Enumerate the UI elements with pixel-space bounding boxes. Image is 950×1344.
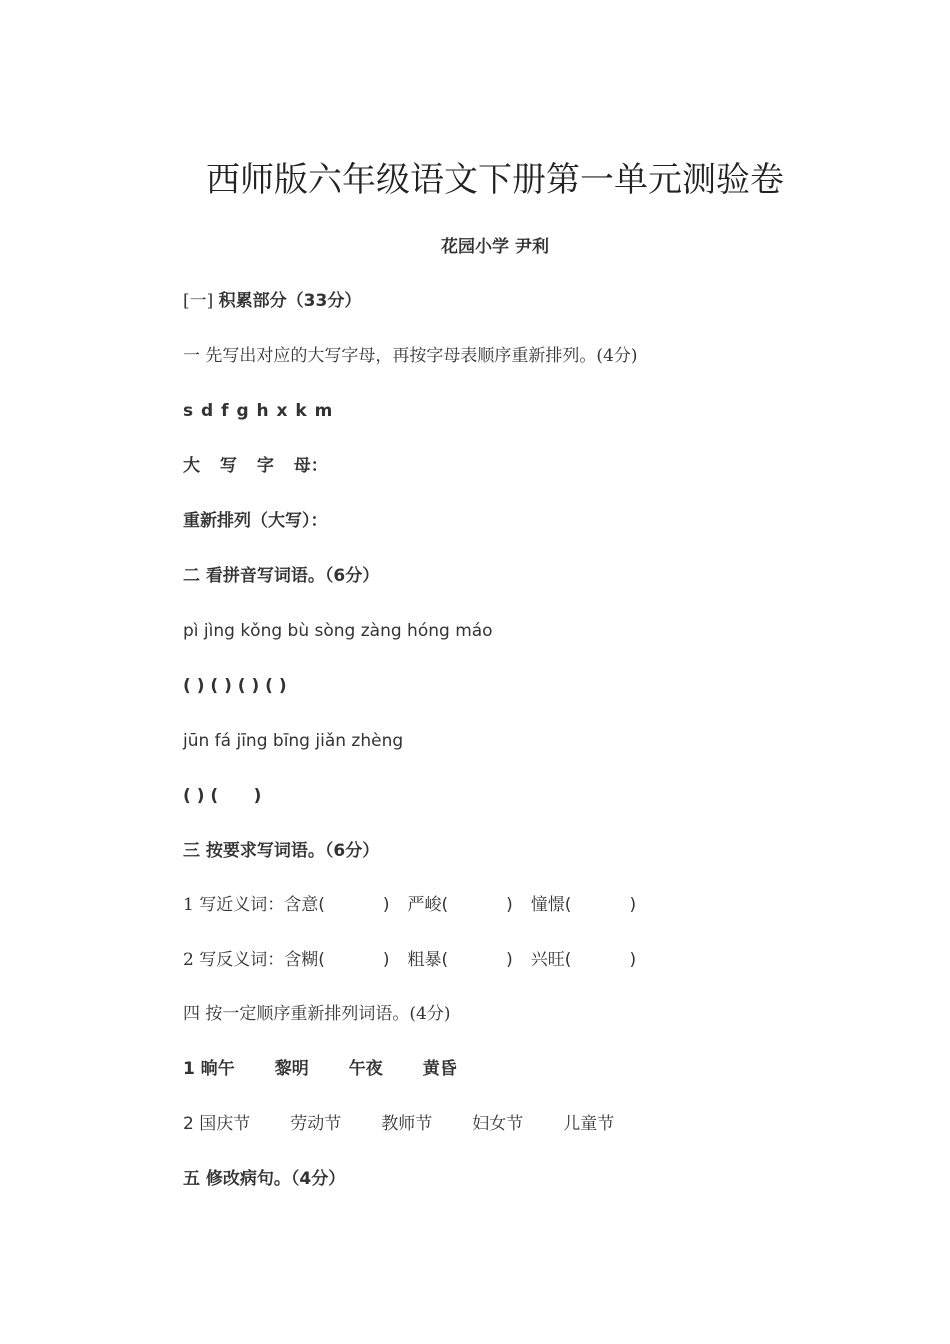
antonyms-label: 2 写反义词： xyxy=(183,950,285,970)
order-word: 黎明 xyxy=(274,1059,309,1079)
question-1-letters: s d f g h x k m xyxy=(183,401,334,421)
synonyms-label: 1 写近义词： xyxy=(183,895,285,915)
blank-paren: ) xyxy=(382,950,390,970)
pinyin-row-2: jūn fá jīng bīng jiǎn zhèng xyxy=(183,731,404,751)
row-number: 1 xyxy=(183,1059,195,1079)
blanks-row-1: ( ) ( ) ( ) ( ) xyxy=(183,676,287,696)
blank-paren: ( xyxy=(564,895,572,915)
blank-paren: ( xyxy=(441,895,449,915)
reorder-label: 重新排列（大写）： xyxy=(183,511,328,531)
blanks-row-2: ( ) ( ) xyxy=(183,786,262,806)
blank-paren: ) xyxy=(629,895,637,915)
blank-paren: ( xyxy=(318,895,325,915)
order-word: 劳动节 xyxy=(290,1114,342,1134)
synonym-word: 含意 xyxy=(284,895,319,915)
antonyms-row xyxy=(183,948,636,972)
antonym-word: 粗暴 xyxy=(407,950,442,970)
order-word: 黄昏 xyxy=(422,1059,457,1079)
antonym-word: 兴旺 xyxy=(530,950,565,970)
order-word: 教师节 xyxy=(381,1114,433,1134)
order-word: 晌午 xyxy=(200,1059,235,1079)
order-row-2 xyxy=(183,1112,614,1136)
order-word: 妇女节 xyxy=(472,1114,524,1134)
question-4-heading: 四 按一定顺序重新排列词语。(4分) xyxy=(183,1004,451,1024)
blank-paren: ( xyxy=(441,950,449,970)
question-1-prompt: 一 先写出对应的大写字母，再按字母表顺序重新排列。(4分) xyxy=(183,346,638,366)
blank-paren: ( xyxy=(318,950,325,970)
author-line: 花园小学 尹利 xyxy=(441,237,549,257)
question-5-heading: 五 修改病句。（4分） xyxy=(183,1169,346,1189)
synonym-word: 严峻 xyxy=(407,895,442,915)
order-word: 儿童节 xyxy=(563,1114,615,1134)
page-title: 西师版六年级语文下册第一单元测验卷 xyxy=(206,160,784,200)
order-row-1 xyxy=(183,1057,457,1081)
synonyms-row xyxy=(183,893,636,917)
order-word: 午夜 xyxy=(348,1059,383,1079)
row-number: 2 xyxy=(183,1114,194,1134)
uppercase-label: 大 写 字 母： xyxy=(183,456,328,476)
section-heading-accumulation xyxy=(183,289,361,313)
question-2-heading: 二 看拼音写词语。（6分） xyxy=(183,566,380,586)
order-word: 国庆节 xyxy=(199,1114,251,1134)
section-number: [一] xyxy=(183,291,214,311)
blank-paren: ) xyxy=(382,895,390,915)
question-3-heading: 三 按要求写词语。（6分） xyxy=(183,841,380,861)
antonym-word: 含糊 xyxy=(284,950,319,970)
blank-paren: ) xyxy=(506,950,513,970)
blank-paren: ) xyxy=(629,950,637,970)
pinyin-row-1: pì jìng kǒng bù sòng zàng hóng máo xyxy=(183,621,493,641)
synonym-word: 憧憬 xyxy=(530,895,565,915)
blank-paren: ( xyxy=(564,950,572,970)
section-title: 积累部分（33分） xyxy=(218,291,362,311)
blank-paren: ) xyxy=(506,895,513,915)
